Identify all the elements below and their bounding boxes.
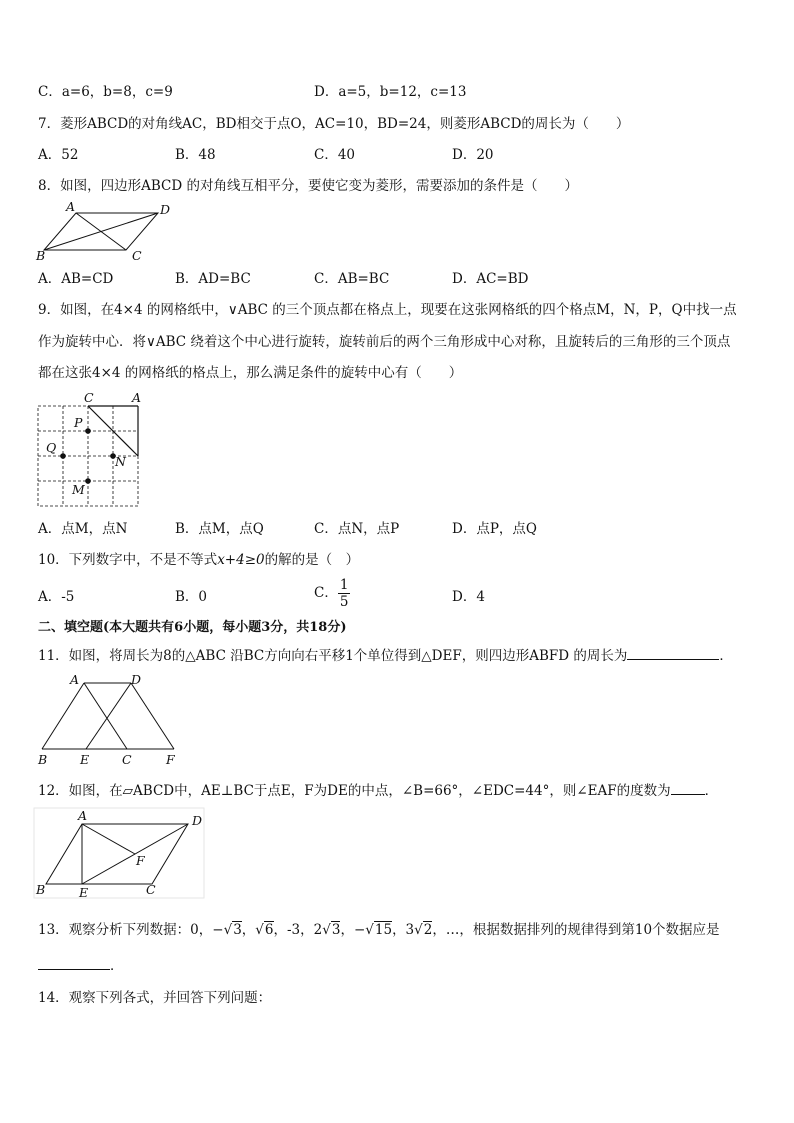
q11-label-c: C	[122, 752, 132, 767]
q13-end: ．	[110, 958, 124, 974]
q13-prefix: 13．观察分析下列数据：0，−	[38, 922, 224, 938]
q9-point-p	[85, 428, 91, 434]
q10-fraction-denominator: 5	[339, 594, 349, 610]
q8-question: 8．如图，四边形ABCD 的对角线互相平分，要使它变为菱形，需要添加的条件是（ ）	[38, 178, 578, 194]
q8-parallelogram-figure	[34, 200, 184, 264]
q14-question: 14．观察下列各式，并回答下列问题：	[38, 990, 272, 1006]
q9-label-p: P	[74, 415, 83, 430]
q11-text: 11．如图，将周长为8的△ABC 沿BC方向向右平移1个单位得到△DEF，则四边形ABFD 的周长为	[38, 648, 628, 664]
q12-label-c: C	[146, 882, 156, 897]
q8-label-c: C	[132, 248, 142, 263]
q8-option-b: B．AD=BC	[175, 271, 251, 287]
q11-question	[38, 645, 733, 666]
q8-option-d: D．AC=BD	[452, 271, 529, 287]
q6-option-c: C．a=6，b=8，c=9	[38, 84, 173, 100]
q12-label-b: B	[36, 882, 46, 897]
q9-option-a: A．点M，点N	[38, 521, 128, 537]
q10-inequality: x+4≥0	[217, 552, 265, 568]
q8-label-a: A	[66, 199, 76, 214]
q9-grid-figure	[36, 390, 146, 508]
q10-option-c	[314, 577, 350, 610]
q12-text: 12．如图，在▱ABCD中，AE⊥BC于点E，F为DE的中点，∠B=66°，∠EDC=44°，则∠EAF的度数为	[38, 783, 671, 799]
q8-label-d: D	[160, 202, 171, 217]
q12-label-f: F	[136, 853, 145, 868]
q9-label-m: M	[72, 482, 85, 497]
q11-label-e: E	[80, 752, 90, 767]
section2-heading: 二、填空题(本大题共有6小题，每小题3分，共18分)	[38, 620, 347, 635]
q13-sep-1: ，	[241, 922, 256, 938]
q13-answer-line	[38, 955, 124, 976]
q7-option-c: C．40	[314, 147, 356, 163]
q10-option-c-prefix: C．	[314, 585, 338, 601]
q11-label-b: B	[38, 752, 48, 767]
q9-question-line3: 都在这张4×4 的网格纸的格点上，那么满足条件的旋转中心有（ ）	[38, 365, 463, 381]
q9-point-q	[60, 453, 66, 459]
q13-sep-4: ，3	[392, 922, 415, 938]
q13-sep-3: ，−	[340, 922, 366, 938]
q12-question	[38, 780, 718, 801]
q13-root-5: 2	[423, 922, 433, 938]
q11-label-a: A	[70, 672, 80, 687]
q13-answer-blank[interactable]	[38, 955, 110, 970]
q9-label-a: A	[132, 390, 142, 405]
q11-translation-figure	[34, 672, 184, 766]
q11-label-d: D	[131, 672, 142, 687]
q6-option-d: D．a=5，b=12，c=13	[314, 84, 467, 100]
q9-label-c: C	[84, 390, 94, 405]
q10-option-a: A．-5	[38, 589, 75, 605]
q12-answer-blank[interactable]	[671, 780, 705, 795]
q8-option-c: C．AB=BC	[314, 271, 390, 287]
q13-question: 13．观察分析下列数据：0，−√3，√6，-3，2√3，−√15，3√2，…，根据数据排列的规律得到第10个数据应是	[38, 922, 720, 938]
q12-label-d: D	[192, 813, 203, 828]
q12-end: ．	[704, 783, 719, 799]
q13-suffix: ，…，根据数据排列的规律得到第10个数据应是	[432, 922, 720, 938]
q11-end: ．	[719, 648, 733, 664]
q10-option-c-fraction	[338, 577, 351, 610]
q12-label-a: A	[78, 808, 88, 823]
q8-option-a: A．AB=CD	[38, 271, 114, 287]
q9-question-line2: 作为旋转中心．将∨ABC 绕着这个中心进行旋转，旋转前后的两个三角形成中心对称，且旋转后的三角形的三个顶点	[38, 334, 731, 350]
q9-option-d: D．点P，点Q	[452, 521, 537, 537]
q10-question	[38, 550, 359, 570]
q13-root-1: 3	[233, 922, 242, 938]
q7-question: 7．菱形ABCD的对角线AC，BD相交于点O，AC=10，BD=24，则菱形ABCD的周长为（ ）	[38, 116, 630, 132]
q13-root-4: 15	[374, 922, 393, 938]
q9-option-b: B．点M，点Q	[175, 521, 264, 537]
q10-text-prefix: 10．下列数字中，不是不等式	[38, 552, 218, 568]
q7-option-b: B．48	[175, 147, 216, 163]
q10-option-b: B．0	[175, 589, 208, 605]
q11-answer-blank[interactable]	[627, 645, 719, 660]
q11-label-f: F	[166, 752, 175, 767]
q13-root-2: 6	[264, 922, 274, 938]
q9-option-c: C．点N，点P	[314, 521, 400, 537]
q7-option-d: D．20	[452, 147, 494, 163]
q8-label-b: B	[36, 248, 46, 263]
q9-label-q: Q	[46, 440, 57, 455]
q10-fraction-numerator: 1	[339, 577, 349, 593]
q9-label-n: N	[115, 454, 126, 469]
q7-option-a: A．52	[38, 147, 79, 163]
q13-sep-2: ，-3，2	[273, 922, 323, 938]
q10-option-d: D．4	[452, 589, 485, 605]
q10-text-suffix: 的解的是（ ）	[264, 552, 360, 568]
q9-question-line1: 9．如图，在4×4 的网格纸中，∨ABC 的三个顶点都在格点上，现要在这张网格纸的四个格点M，N，P，Q中找一点	[38, 302, 737, 318]
q12-parallelogram-figure	[34, 808, 214, 900]
q13-root-3: 3	[331, 922, 341, 938]
q9-point-m	[85, 478, 91, 484]
q12-label-e: E	[79, 885, 89, 900]
